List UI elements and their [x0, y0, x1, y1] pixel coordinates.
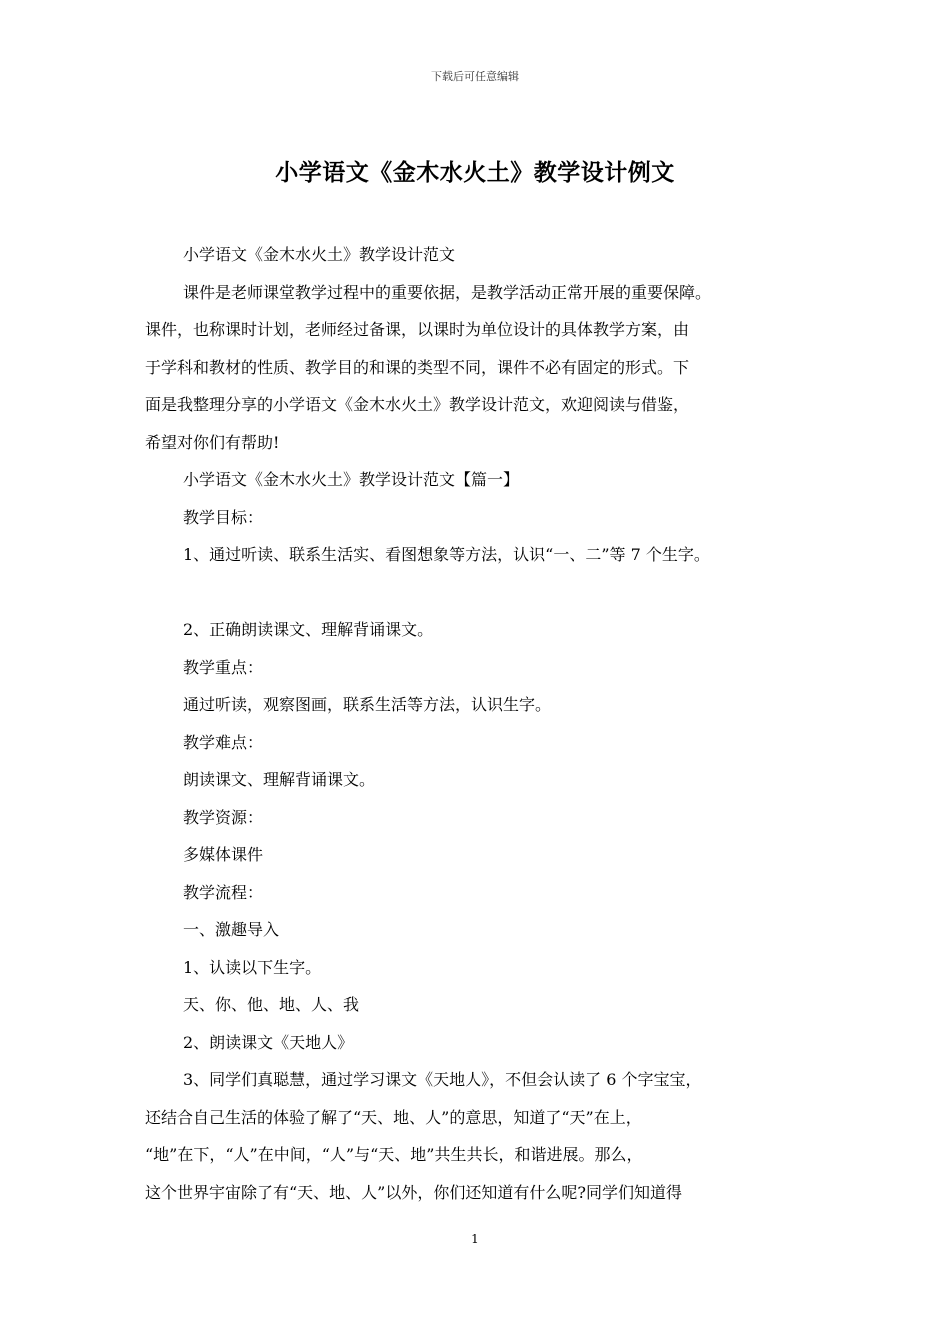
intro-line: 课件是老师课堂教学过程中的重要依据，是教学活动正常开展的重要保障。	[183, 282, 712, 302]
intro-line: 希望对你们有帮助!	[145, 432, 280, 452]
key-points-text: 通过听读，观察图画，联系生活等方法，认识生字。	[183, 695, 552, 714]
page-header-note: 下载后可任意编辑	[431, 70, 519, 83]
page-number: 1	[471, 1232, 479, 1246]
step-item: 2、朗读课文《天地人》	[183, 1032, 354, 1052]
document-title: 小学语文《金木水火土》教学设计例文	[275, 159, 675, 186]
step-item-continued: “地”在下，“人”在中间，“人”与“天、地”共生共长，和谐进展。那么，	[145, 1145, 643, 1164]
section-label-flow: 教学流程：	[183, 882, 264, 902]
blank-line	[145, 574, 835, 612]
step-heading: 一、激趣导入	[183, 920, 280, 939]
section-label-goals: 教学目标：	[183, 507, 264, 527]
step-item-continued: 还结合自己生活的体验了解了“天、地、人”的意思，知道了“天”在上，	[145, 1107, 642, 1127]
document-body	[145, 236, 835, 1211]
goal-item: 2、正确朗读课文、理解背诵课文。	[183, 620, 434, 639]
intro-line: 面是我整理分享的小学语文《金木水火土》教学设计范文，欢迎阅读与借鉴，	[145, 395, 690, 414]
document-subtitle: 小学语文《金木水火土》教学设计范文	[183, 245, 456, 264]
difficulties-text: 朗读课文、理解背诵课文。	[183, 770, 376, 789]
section-label-resources: 教学资源：	[183, 807, 264, 827]
character-list: 天、你、他、地、人、我	[183, 995, 360, 1014]
part-heading: 小学语文《金木水火土》教学设计范文【篇一】	[183, 470, 520, 489]
section-label-key-points: 教学重点：	[183, 657, 264, 677]
section-label-difficulties: 教学难点：	[183, 732, 264, 752]
intro-line: 于学科和教材的性质、教学目的和课的类型不同，课件不必有固定的形式。下	[145, 357, 690, 377]
resources-text: 多媒体课件	[183, 845, 264, 864]
step-item-continued: 这个世界宇宙除了有“天、地、人”以外，你们还知道有什么呢?同学们知道得	[145, 1182, 682, 1202]
intro-line: 课件，也称课时计划，老师经过备课，以课时为单位设计的具体教学方案，由	[145, 320, 690, 339]
step-item: 3、同学们真聪慧，通过学习课文《天地人》，不但会认读了 6 个字宝宝，	[183, 1070, 702, 1089]
step-item: 1、认读以下生字。	[183, 957, 322, 977]
goal-item: 1、通过听读、联系生活实、看图想象等方法，认识“一、二”等 7 个生字。	[183, 545, 710, 564]
